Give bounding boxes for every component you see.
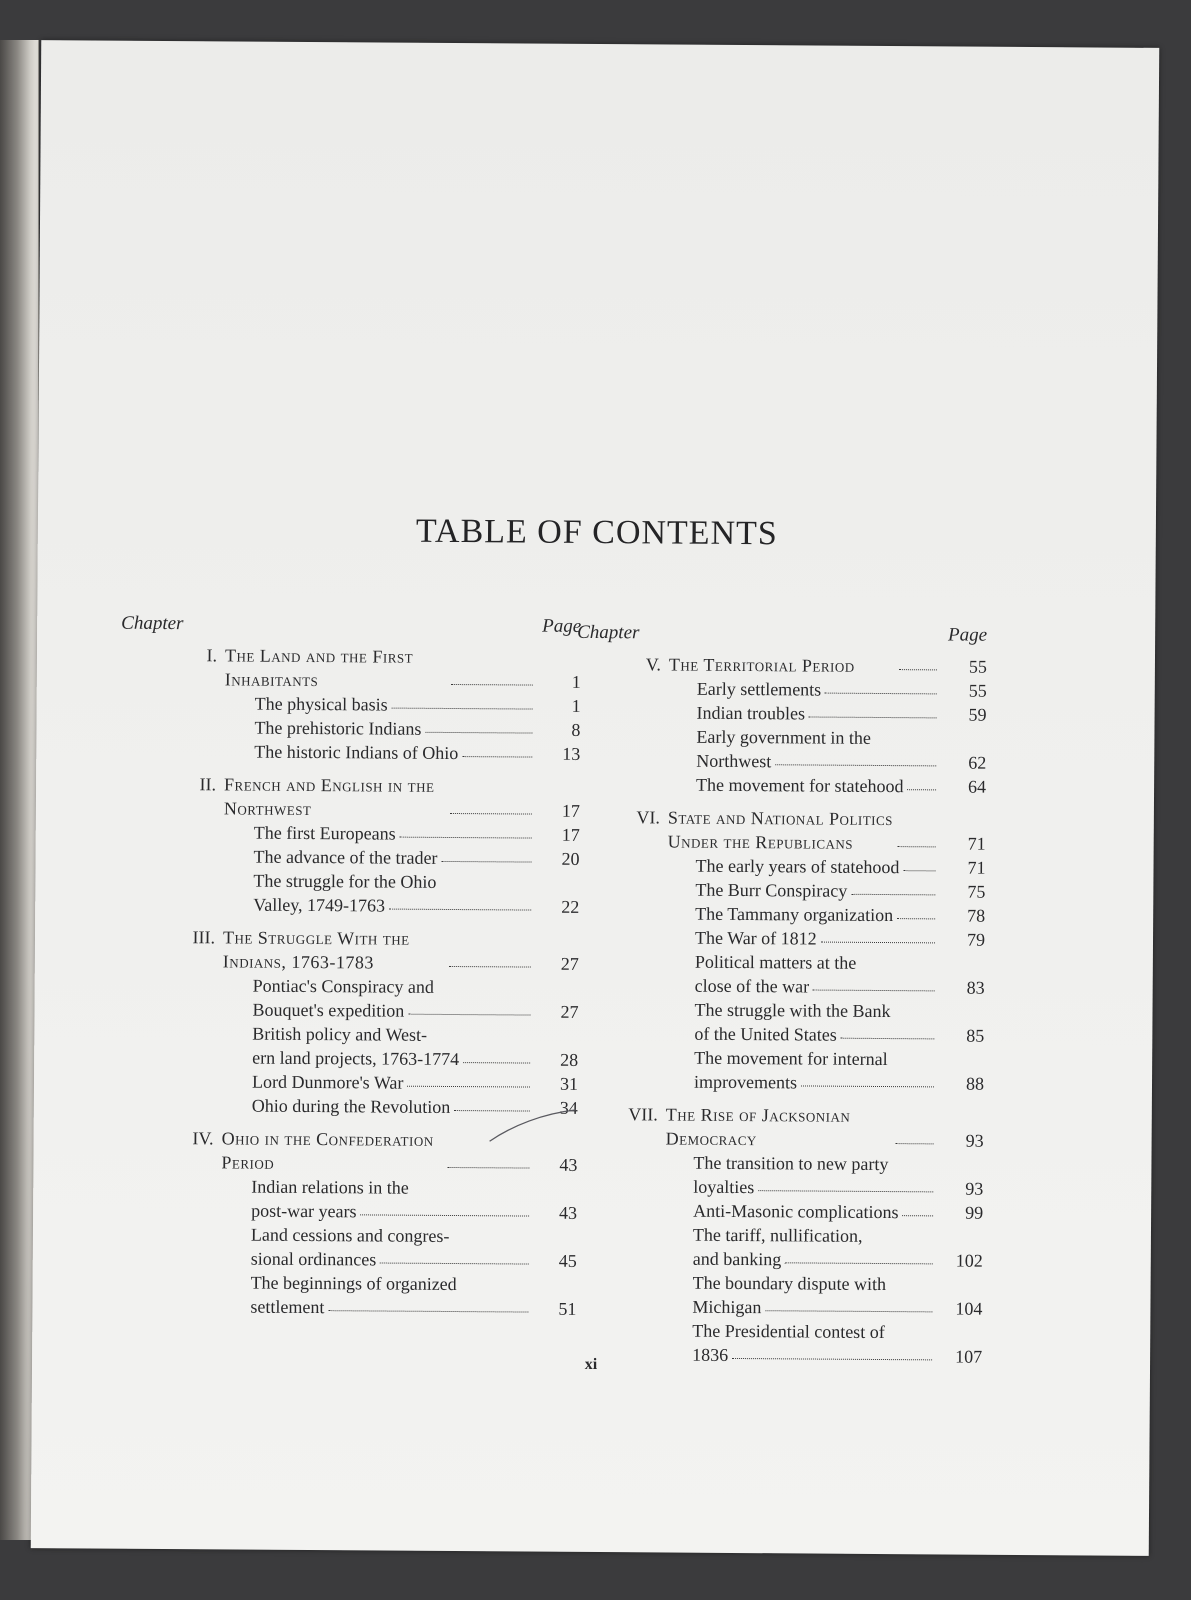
- chapter-title: Ohio in the Confederation: [221, 1128, 434, 1150]
- section-line: [117, 1198, 577, 1225]
- section-line: [574, 1021, 984, 1048]
- chapter-page-number: 43: [559, 1154, 578, 1175]
- toc-column-right: [572, 622, 987, 1378]
- section-page-number: 64: [968, 776, 987, 797]
- section-line: [118, 1021, 578, 1048]
- toc-chapter: [576, 652, 987, 799]
- section-line: [119, 868, 579, 895]
- dot-leader: [840, 1038, 934, 1040]
- chapter-title-line: [574, 1102, 984, 1129]
- chapter-numeral: III.: [192, 927, 216, 948]
- section-title: The Tammany organization: [695, 903, 894, 926]
- section-title: Indian troubles: [696, 702, 806, 724]
- chapter-title-line: [119, 925, 579, 952]
- toc-entries-left: [116, 643, 581, 1321]
- section-line: [574, 997, 984, 1024]
- section-line: [575, 973, 985, 1000]
- section-page-number: 88: [965, 1073, 985, 1094]
- section-title: Indian relations in the: [251, 1176, 409, 1198]
- dot-leader: [765, 1310, 932, 1312]
- chapter-title: State and National Politics: [667, 807, 894, 830]
- section-page-number: 51: [558, 1298, 577, 1319]
- dot-leader: [821, 942, 935, 944]
- dot-leader: [851, 894, 935, 896]
- section-page-number: 13: [562, 743, 581, 764]
- dot-leader: [463, 1062, 530, 1063]
- section-title: settlement: [250, 1296, 325, 1318]
- section-title: Political matters at the: [694, 951, 857, 973]
- chapter-title: The Territorial Period: [668, 654, 855, 676]
- section-page-number: 1: [571, 695, 581, 716]
- section-title: The struggle with the Bank: [694, 999, 891, 1022]
- section-line: [575, 877, 985, 904]
- section-title: Northwest: [696, 750, 772, 772]
- dot-leader: [813, 990, 935, 992]
- section-title: Michigan: [692, 1296, 762, 1318]
- section-line: [576, 772, 986, 799]
- chapter-numeral: II.: [199, 774, 217, 795]
- page-header-label: Page: [542, 615, 582, 637]
- section-title: The transition to new party: [693, 1152, 889, 1175]
- section-line: [117, 1174, 577, 1201]
- dot-leader: [442, 861, 532, 863]
- dot-leader: [450, 813, 532, 815]
- section-title: The movement for internal: [694, 1047, 888, 1070]
- toc-column-left: [116, 613, 581, 1330]
- dot-leader: [449, 966, 531, 968]
- dot-leader: [328, 1310, 528, 1312]
- column-header: [577, 622, 987, 655]
- chapter-title-line: [574, 1126, 984, 1153]
- section-title: The movement for statehood: [696, 774, 904, 797]
- section-page-number: 75: [967, 881, 986, 902]
- section-line: [576, 724, 986, 751]
- dot-leader: [896, 1143, 934, 1144]
- toc-chapter: [119, 772, 580, 919]
- chapter-page-number: 27: [560, 953, 579, 974]
- section-line: [573, 1270, 983, 1297]
- section-line: [573, 1150, 983, 1177]
- chapter-page-number: 55: [968, 656, 987, 677]
- column-header: [121, 613, 581, 646]
- chapter-title: The Struggle With the: [222, 927, 410, 949]
- section-title: Early government in the: [696, 726, 871, 748]
- chapter-page-number: 93: [965, 1130, 984, 1151]
- section-line: [119, 892, 579, 919]
- dot-leader: [825, 693, 937, 695]
- toc-chapter: [572, 1102, 984, 1369]
- section-page-number: 22: [561, 896, 580, 917]
- section-page-number: 99: [965, 1202, 984, 1223]
- section-page-number: 43: [559, 1202, 578, 1223]
- section-page-number: 85: [966, 1025, 985, 1046]
- dot-leader: [898, 846, 936, 847]
- section-title: The early years of statehood: [695, 855, 900, 878]
- chapter-title-line: [577, 652, 987, 679]
- section-title: loyalties: [693, 1176, 755, 1198]
- dot-leader: [809, 716, 937, 718]
- section-title: The struggle for the Ohio: [253, 870, 437, 892]
- chapter-header-label: Chapter: [121, 612, 184, 635]
- section-page-number: 34: [559, 1097, 578, 1118]
- chapter-title-line: [121, 667, 581, 694]
- toc-chapter: [120, 643, 581, 766]
- section-page-number: 93: [965, 1178, 984, 1199]
- chapter-title: Inhabitants: [224, 669, 319, 691]
- section-title: The War of 1812: [694, 927, 817, 949]
- dot-leader: [902, 1215, 933, 1216]
- section-line: [574, 1045, 984, 1072]
- section-page-number: 20: [561, 848, 580, 869]
- section-line: [573, 1198, 983, 1225]
- section-title: British policy and West-: [252, 1023, 428, 1045]
- section-line: [572, 1318, 982, 1345]
- chapter-title: Under the Republicans: [667, 831, 854, 853]
- page-number-folio: xi: [584, 1355, 598, 1374]
- dot-leader: [400, 837, 532, 839]
- toc-chapter: [116, 1126, 577, 1321]
- section-line: [573, 1246, 983, 1273]
- section-title: Pontiac's Conspiracy and: [252, 975, 434, 997]
- dot-leader: [389, 909, 531, 911]
- section-title: post-war years: [251, 1200, 357, 1222]
- section-line: [118, 997, 578, 1024]
- section-page-number: 27: [560, 1001, 579, 1022]
- dot-leader: [392, 708, 533, 710]
- chapter-page-number: 17: [561, 800, 580, 821]
- pencil-mark: [488, 1105, 578, 1146]
- section-line: [573, 1222, 983, 1249]
- chapter-numeral: I.: [206, 645, 218, 666]
- section-line: [577, 676, 987, 703]
- section-title: The physical basis: [254, 693, 388, 715]
- section-page-number: 107: [955, 1346, 983, 1367]
- section-line: [575, 925, 985, 952]
- section-line: [117, 1246, 577, 1273]
- section-line: [572, 1294, 982, 1321]
- section-title: The boundary dispute with: [692, 1272, 887, 1295]
- section-page-number: 71: [967, 857, 986, 878]
- section-title: The Burr Conspiracy: [695, 879, 848, 901]
- section-title: and banking: [692, 1248, 782, 1270]
- dot-leader: [758, 1190, 933, 1192]
- section-title: Ohio during the Revolution: [251, 1095, 451, 1117]
- book-page: [31, 40, 1160, 1556]
- section-page-number: 17: [561, 824, 580, 845]
- dot-leader: [897, 918, 935, 919]
- dot-leader: [451, 684, 533, 686]
- section-line: [575, 949, 985, 976]
- section-title: The Presidential contest of: [692, 1320, 885, 1343]
- toc-chapter: [118, 925, 579, 1120]
- section-line: [121, 691, 581, 718]
- chapter-title-line: [119, 949, 579, 976]
- section-page-number: 59: [968, 704, 987, 725]
- section-title: Bouquet's expedition: [252, 999, 405, 1021]
- section-title: improvements: [693, 1071, 798, 1093]
- section-line: [118, 1069, 578, 1096]
- chapter-numeral: VI.: [636, 807, 660, 828]
- section-page-number: 62: [968, 752, 987, 773]
- section-line: [576, 748, 986, 775]
- chapter-numeral: IV.: [192, 1128, 214, 1149]
- section-title: The first Europeans: [253, 822, 396, 844]
- section-title: of the United States: [694, 1023, 837, 1045]
- section-title: sional ordinances: [250, 1248, 377, 1270]
- dot-leader: [408, 1014, 530, 1016]
- section-title: The advance of the trader: [253, 846, 438, 868]
- section-page-number: 102: [955, 1250, 983, 1271]
- chapter-title: Democracy: [665, 1128, 757, 1150]
- chapter-numeral: VII.: [628, 1104, 658, 1125]
- chapter-title-line: [576, 805, 986, 832]
- section-line: [120, 820, 580, 847]
- chapter-title: Indians, 1763-1783: [222, 951, 375, 973]
- section-page-number: 83: [966, 977, 985, 998]
- section-line: [120, 844, 580, 871]
- section-page-number: 31: [559, 1073, 579, 1094]
- chapter-title-line: [120, 772, 580, 799]
- section-title: The historic Indians of Ohio: [254, 741, 459, 764]
- section-title: 1836: [692, 1344, 729, 1365]
- dot-leader: [360, 1214, 529, 1216]
- chapter-title: The Land and the First: [224, 645, 414, 667]
- chapter-page-number: 1: [571, 671, 581, 692]
- dot-leader: [899, 669, 937, 670]
- section-title: Land cessions and congres-: [250, 1224, 450, 1246]
- section-line: [573, 1174, 983, 1201]
- section-page-number: 55: [968, 680, 987, 701]
- section-line: [575, 901, 985, 928]
- section-title: The prehistoric Indians: [254, 717, 422, 739]
- section-line: [117, 1222, 577, 1249]
- dot-leader: [447, 1167, 529, 1169]
- section-line: [575, 853, 985, 880]
- section-title: Early settlements: [696, 678, 822, 700]
- section-line: [117, 1270, 577, 1297]
- section-line: [118, 1045, 578, 1072]
- dot-leader: [785, 1262, 933, 1264]
- chapter-page-number: 71: [967, 833, 986, 854]
- dot-leader: [801, 1085, 934, 1087]
- section-page-number: 104: [955, 1298, 983, 1319]
- chapter-title-line: [576, 829, 986, 856]
- dot-leader: [903, 870, 935, 871]
- chapter-title: French and English in the: [224, 774, 435, 796]
- section-line: [120, 715, 580, 742]
- section-page-number: 79: [966, 929, 986, 950]
- section-page-number: 45: [558, 1250, 577, 1271]
- section-page-number: 78: [967, 905, 986, 926]
- toc-chapter: [574, 805, 986, 1096]
- dot-leader: [775, 764, 936, 766]
- dot-leader: [907, 789, 936, 790]
- section-line: [577, 700, 987, 727]
- section-line: [116, 1294, 576, 1321]
- section-title: Lord Dunmore's War: [251, 1071, 404, 1093]
- page-header-label: Page: [948, 624, 988, 646]
- section-page-number: 28: [560, 1049, 579, 1070]
- page-title: TABLE OF CONTENTS: [415, 512, 778, 553]
- section-line: [574, 1069, 984, 1096]
- section-title: close of the war: [694, 975, 810, 997]
- chapter-numeral: V.: [645, 654, 662, 675]
- section-title: Anti-Masonic complications: [693, 1200, 899, 1223]
- section-title: ern land projects, 1763-1774: [252, 1047, 460, 1070]
- chapter-title: Northwest: [223, 798, 312, 820]
- section-title: The tariff, nullification,: [692, 1224, 863, 1246]
- chapter-title-line: [121, 643, 581, 670]
- dot-leader: [425, 732, 532, 734]
- section-title: The beginnings of organized: [250, 1272, 457, 1295]
- dot-leader: [380, 1263, 529, 1265]
- section-title: Valley, 1749-1763: [253, 894, 386, 916]
- chapter-title: The Rise of Jacksonian: [665, 1104, 851, 1126]
- section-line: [120, 739, 580, 766]
- dot-leader: [462, 756, 532, 757]
- chapter-title: Period: [221, 1152, 275, 1173]
- chapter-title-line: [120, 796, 580, 823]
- chapter-title-line: [117, 1150, 577, 1177]
- dot-leader: [407, 1086, 530, 1088]
- chapter-header-label: Chapter: [577, 621, 640, 644]
- section-line: [119, 973, 579, 1000]
- section-page-number: 8: [571, 719, 581, 740]
- toc-entries-right: [572, 652, 987, 1369]
